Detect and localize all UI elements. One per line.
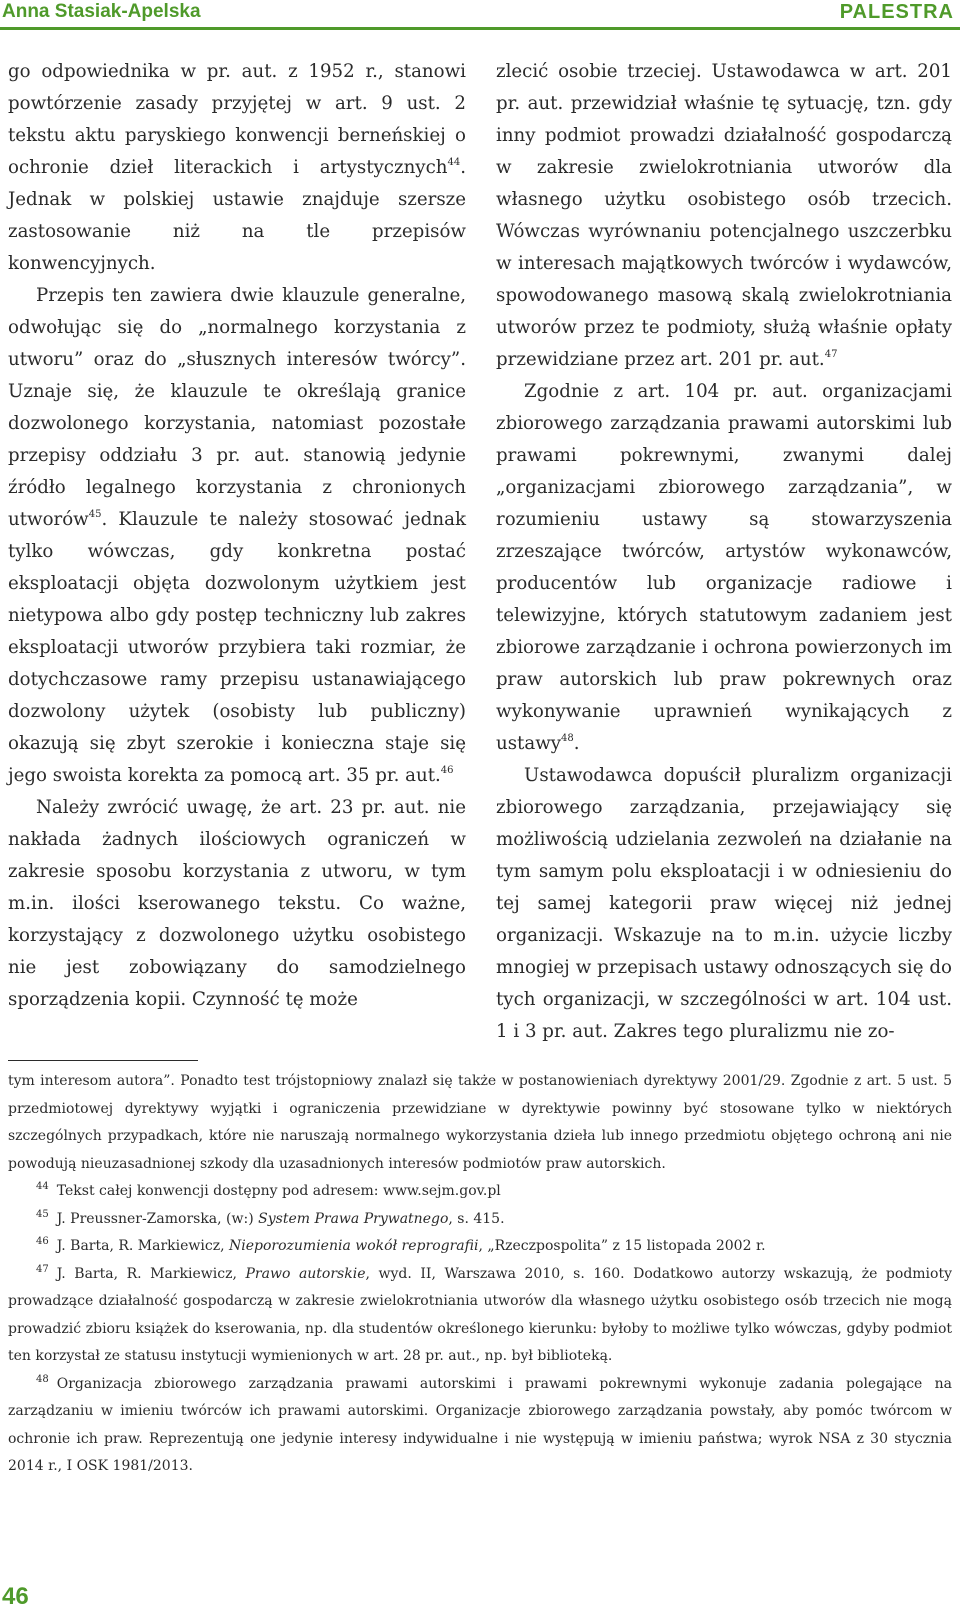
footnote-45 — [8, 1206, 952, 1234]
footnote-number: 46 — [36, 1236, 49, 1247]
text-run: . Jednak w polskiej ustawie znajduje szersze zastosowanie niż na tle przepisów konwencyjnych. — [8, 157, 466, 274]
footnote-ref-45: 45 — [88, 509, 102, 520]
footnotes — [8, 1068, 952, 1481]
footnote-text: , wyd. II, Warszawa 2010, s. 160. Dodatkowo autorzy wskazują, że podmioty prowadzące działalność gospodarczą w zakresie zwielokrotniania utworów dla własnego użytku osobistego osób trzecich nie mogą prowadzić zbioru książek do kserowania, np. dla studentów określonego kierunku: byłoby to możliwe tylko wówczas, gdyby podmiot ten korzystał ze statusu instytucji wymienionych w art. 28 pr. aut., np. był biblioteką. — [8, 1265, 952, 1364]
text-run: . Klauzule te należy stosować jednak tylko wówczas, gdy konkretna postać eksploatacji objęta dozwolonym użytkiem jest nietypowa albo gdy postęp techniczny lub zakres eksploatacji utworów przybiera taki rozmiar, że dotychczasowe ramy przepisu ustanawiającego dozwolony użytek (osobisty lub publiczny) okazują się zbyt szerokie i konieczna staje się jego swoista korekta za pomocą art. 35 pr. aut. — [8, 509, 466, 786]
text-run: Zgodnie z art. 104 pr. aut. organizacjami zbiorowego zarządzania prawami autorskimi lub prawami pokrewnymi, zwanymi dalej „organizacjami zbiorowego zarządzania”, w rozumieniu ustawy są stowarzyszenia zrzeszające twórców, artystów wykonawców, producentów lub organizacje radiowe i telewizyjne, których statutowym zadaniem jest zbiorowe zarządzanie i ochrona powierzonych im praw autorskich lub praw pokrewnych oraz wykonywanie uprawnień wynikających z ustawy — [496, 381, 952, 754]
footnote-title: System Prawa Prywatnego — [258, 1210, 449, 1227]
text-run: Przepis ten zawiera dwie klauzule generalne, odwołując się do „normalnego korzystania z utworu” oraz do „słusznych interesów twórcy”. Uznaje się, że klauzule te określają granice dozwolonego korzystania, natomiast pozostałe przepisy oddziału 3 pr. aut. stanowią jedynie źródło legalnego korzystania z chronionych utworów — [8, 285, 466, 530]
right-paragraph-3: Ustawodawca dopuścił pluralizm organizacji zbiorowego zarządzania, przejawiający się możliwością udzielania zezwoleń na działanie na tym samym polu eksploatacji i w odniesieniu do tej samej kategorii praw więcej niż jednej organizacji. Wskazuje na to m.in. użycie liczby mnogiej w przepisach ustawy odnoszących się do tych organizacji, w szczególności w art. 104 ust. 1 i 3 pr. aut. Zakres tego pluralizmu nie zo- — [496, 765, 952, 1042]
footnote-text: , „Rzeczpospolita” z 15 listopada 2002 r. — [478, 1238, 766, 1254]
footnote-text: J. Preussner-Zamorska, (w:) — [56, 1210, 259, 1227]
footnote-47 — [8, 1261, 952, 1371]
footnote-text: Tekst całej konwencji dostępny pod adresem: www.sejm.gov.pl — [56, 1183, 501, 1199]
header-author: Anna Stasiak-Apelska — [2, 1, 201, 22]
footnote-divider — [8, 1060, 198, 1061]
footnote-ref-47: 47 — [824, 349, 838, 360]
footnote-ref-46: 46 — [440, 765, 454, 776]
right-paragraph-2 — [496, 376, 952, 760]
footnote-continued: tym interesom autora”. Ponadto test trójstopniowy znalazł się także w postanowieniach dyrektywy 2001/29. Zgodnie z art. 5 ust. 5 przedmiotowej dyrektywy wyjątki i ograniczenia przewidziane w dyrektywie powinny być stosowane tylko w niektórych szczególnych przypadkach, które nie naruszają normalnego wykorzystania dzieła lub innego przedmiotu objętego ochroną ani nie powodują nieuzasadnionej szkody dla uzasadnionych interesów podmiotów praw autorskich. — [8, 1073, 952, 1172]
footnote-number: 48 — [36, 1373, 49, 1385]
footnote-text: , s. 415. — [448, 1210, 505, 1227]
footnote-ref-48: 48 — [561, 733, 574, 744]
left-paragraph-2 — [8, 280, 466, 792]
footnote-number: 44 — [36, 1181, 49, 1192]
footnote-text: J. Barta, R. Markiewicz, — [56, 1238, 229, 1254]
footnote-44 — [8, 1178, 952, 1206]
footnote-text: J. Barta, R. Markiewicz, — [56, 1265, 246, 1282]
left-paragraph-3: Należy zwrócić uwagę, że art. 23 pr. aut. nie nakłada żadnych ilościowych ograniczeń w zakresie sposobu korzystania z utworu, w tym m.in. ilości kserowanego tekstu. Co ważne, korzystający z dozwolonego użytku osobistego nie jest zobowiązany do samodzielnego sporządzenia kopii. Czynność tę może — [8, 797, 466, 1010]
footnote-number: 47 — [36, 1263, 49, 1275]
footnote-text: Organizacja zbiorowego zarządzania prawami autorskimi i prawami pokrewnymi wykonuje zadania polegające na zarządzaniu w imieniu twórców ich prawami autorskimi. Organizacje zbiorowego zarządzania powstały, aby pomóc twórcom w ochronie ich praw. Reprezentują one jedynie interesy indywidualne i nie występują w imieniu państwa; wyrok NSA z 30 stycznia 2014 r., I OSK 1981/2013. — [8, 1375, 952, 1474]
footnote-number: 45 — [36, 1208, 49, 1220]
page-number: 46 — [2, 1583, 29, 1610]
right-paragraph-1 — [496, 56, 952, 376]
footnote-ref-44: 44 — [447, 157, 461, 168]
header-divider — [0, 27, 960, 30]
right-column — [496, 56, 952, 1048]
footnote-48 — [8, 1371, 952, 1481]
footnote-46 — [8, 1233, 952, 1261]
header-journal-title: PALESTRA — [839, 1, 954, 23]
text-run: go odpowiednika w pr. aut. z 1952 r., stanowi powtórzenie zasady przyjętej w art. 9 ust. 2 tekstu aktu paryskiego konwencji berneńskiej o ochronie dzieł literackich i artystycznych — [8, 61, 466, 178]
footnote-title: Nieporozumienia wokół reprografii — [229, 1238, 479, 1254]
left-column — [8, 56, 466, 1016]
footnote-title: Prawo autorskie — [245, 1265, 366, 1282]
text-run: . — [573, 733, 580, 754]
left-paragraph-1 — [8, 56, 466, 280]
text-run: zlecić osobie trzeciej. Ustawodawca w art. 201 pr. aut. przewidział właśnie tę sytuację, tzn. gdy inny podmiot prowadzi działalność gospodarczą w zakresie zwielokrotniania utworów dla własnego użytku osobistego osób trzecich. Wówczas wyrównaniu potencjalnego uszczerbku w interesach majątkowych twórców i wydawców, spowodowanego masową skalą zwielokrotniania utworów przez te podmioty, służą właśnie opłaty przewidziane przez art. 201 pr. aut. — [496, 61, 952, 370]
